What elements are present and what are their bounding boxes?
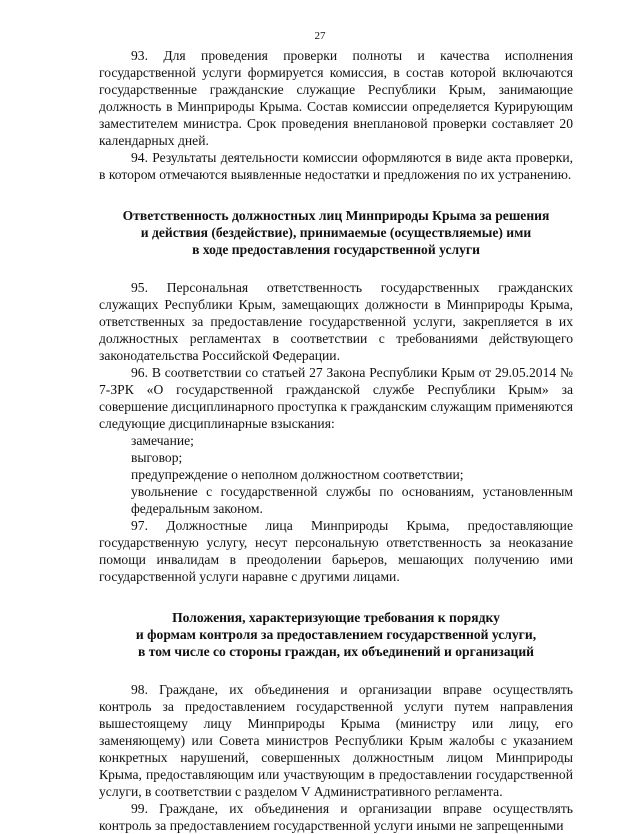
spacer — [99, 258, 573, 279]
list-item-rebuke: выговор; — [131, 450, 183, 465]
paragraph-93: 93. Для проведения проверки полноты и качества исполнения государственной услуги формируется комиссия, в состав которой включаются государственные гражданские служащие Республики Крым, занимающие должность в Минприроды Крыма. Состав комиссии определяется Курирующим заместителем министра. Срок проведения внеплановой проверки составляет 20 календарных дней. — [99, 48, 573, 148]
document-body — [99, 47, 573, 834]
paragraph-94: 94. Результаты деятельности комиссии оформляются в виде акта проверки, в котором отмечаются выявленные недостатки и предложения по их устранению. — [99, 150, 573, 182]
heading-line: в том числе со стороны граждан, их объединений и организаций — [138, 644, 534, 659]
section-heading-control — [99, 609, 573, 660]
heading-line: Ответственность должностных лиц Минприроды Крыма за решения — [122, 208, 550, 223]
paragraph-99: 99. Граждане, их объединения и организации вправе осуществлять контроль за предоставлением государственной услуги иными не запрещенными — [99, 801, 573, 833]
heading-line: в ходе предоставления государственной услуги — [192, 242, 480, 257]
list-item-dismissal: увольнение с государственной службы по основаниям, установленным федеральным законом. — [131, 484, 573, 516]
page-number: 27 — [314, 30, 326, 42]
spacer — [99, 183, 573, 207]
list-item-reprimand: замечание; — [131, 433, 194, 448]
section-heading-responsibility — [99, 207, 573, 258]
spacer — [99, 660, 573, 681]
paragraph-95: 95. Персональная ответственность государственных гражданских служащих Республики Крым, замещающих должности в Минприроды Крыма, ответственных за предоставление государственной услуги, закрепляется в их должностных регламентах в соответствии с требованиями действующего законодательства Российской Федерации. — [99, 280, 573, 363]
paragraph-97: 97. Должностные лица Минприроды Крыма, предоставляющие государственную услугу, несут персональную ответственность за неоказание помощи инвалидам в преодолении барьеров, мешающих получению ими государственной услуги наравне с другими лицами. — [99, 518, 573, 584]
heading-line: Положения, характеризующие требования к порядку — [172, 610, 500, 625]
paragraph-98: 98. Граждане, их объединения и организации вправе осуществлять контроль за предоставлением государственной услуги путем направления вышестоящему лицу Минприроды Крыма (министру или лицу, его заменяющему) или Совета министров Республики Крым жалобы с указанием конкретных нарушений, совершенных должностным лицом Минприроды Крыма, предоставляющим или участвующим в предоставлении государственной услуги, в соответствии с разделом V Административного регламента. — [99, 682, 573, 799]
list-item-warning: предупреждение о неполном должностном соответствии; — [131, 467, 464, 482]
heading-line: и формам контроля за предоставлением государственной услуги, — [135, 627, 537, 642]
paragraph-96: 96. В соответствии со статьей 27 Закона Республики Крым от 29.05.2014 № 7-ЗРК «О государственной гражданской службе Республики Крым» за совершение дисциплинарного проступка к гражданским служащим применяются следующие дисциплинарные взыскания: — [99, 365, 573, 431]
heading-line: и действия (бездействие), принимаемые (осуществляемые) ими — [140, 225, 532, 240]
spacer — [99, 585, 573, 609]
